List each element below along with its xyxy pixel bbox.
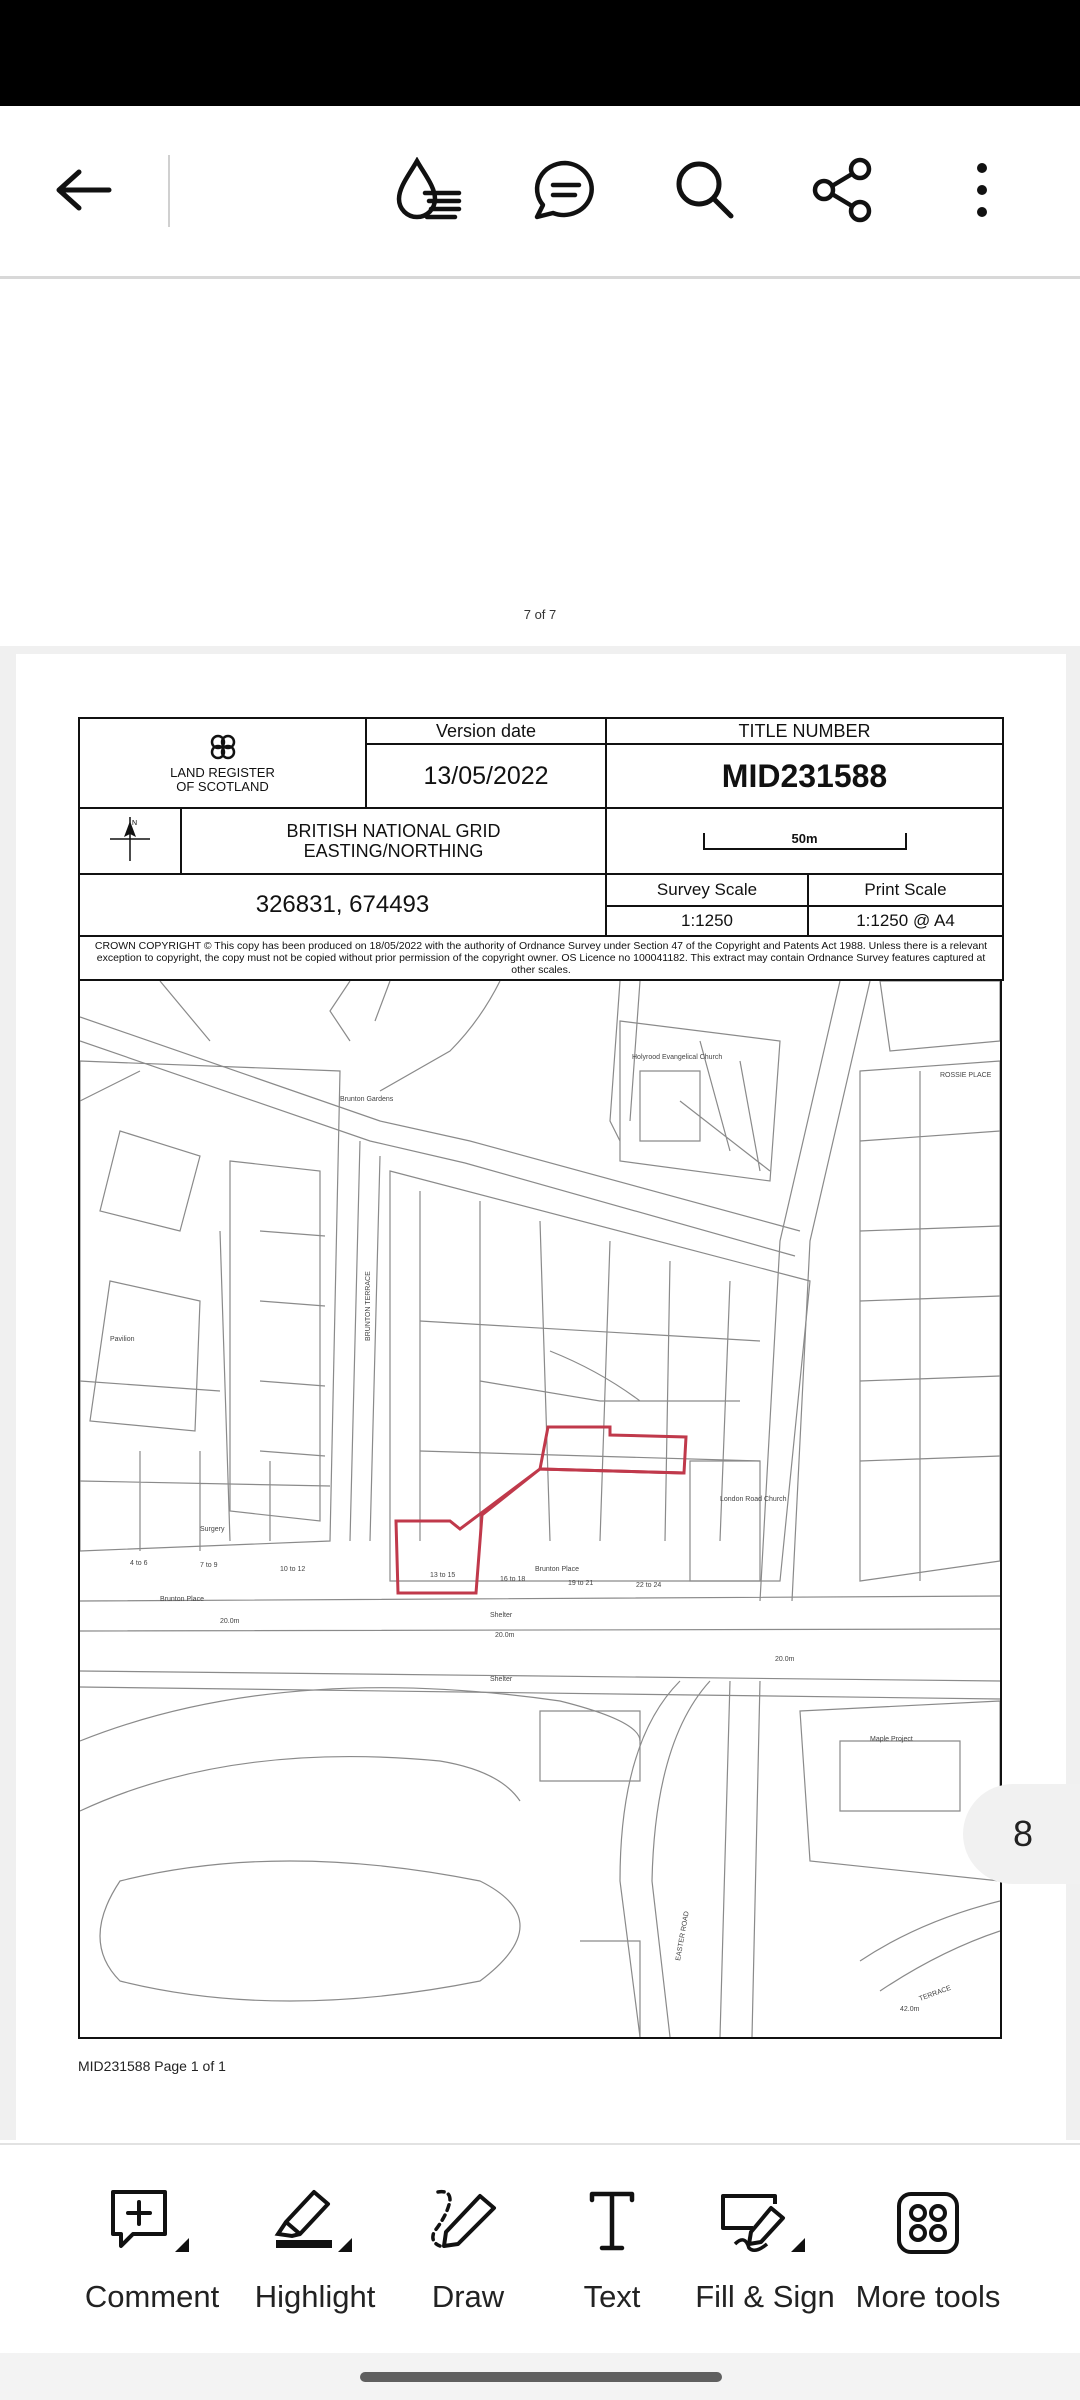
map-label-22-24: 22 to 24 xyxy=(636,1582,662,1589)
map-label-spot-2: 20.0m xyxy=(495,1632,515,1639)
lrs-logo-text: LAND REGISTER OF SCOTLAND xyxy=(170,764,275,794)
map-label-10-12: 10 to 12 xyxy=(280,1566,306,1573)
highlighter-icon xyxy=(230,2183,400,2263)
map-label-brunton-terrace: BRUNTON TERRACE xyxy=(365,1271,372,1341)
survey-scale-label: Survey Scale xyxy=(606,874,808,906)
comments-list-icon[interactable] xyxy=(530,155,600,225)
map-label-4-6: 4 to 6 xyxy=(130,1560,148,1567)
map-label-spot-4: 42.0m xyxy=(900,2006,920,2013)
tool-label-draw: Draw xyxy=(431,2279,505,2314)
map-label-shelter: Shelter xyxy=(490,1612,513,1619)
share-icon[interactable] xyxy=(808,155,878,225)
north-arrow-cell xyxy=(79,808,181,874)
more-options-icon[interactable] xyxy=(947,155,1017,225)
map-label-shelter-2: Shelter xyxy=(490,1676,513,1683)
map-label-spot-1: 20.0m xyxy=(220,1618,240,1625)
title-number-label: TITLE NUMBER xyxy=(606,718,1003,744)
map-label-16-18: 16 to 18 xyxy=(500,1576,526,1583)
survey-scale: 1:1250 xyxy=(606,906,808,936)
more-tools[interactable] xyxy=(843,2183,1013,2315)
search-icon[interactable] xyxy=(670,155,740,225)
liquid-mode-icon[interactable] xyxy=(395,155,465,225)
version-date: 13/05/2022 xyxy=(366,744,606,808)
tool-label-comment: Comment xyxy=(84,2279,220,2314)
map-label-surgery: Surgery xyxy=(200,1526,225,1533)
print-scale-label: Print Scale xyxy=(808,874,1003,906)
ordnance-map xyxy=(78,981,1002,2039)
map-label-terrace: TERRACE xyxy=(918,1984,953,2003)
page-indicator: 7 of 7 xyxy=(523,607,557,622)
svg-text:N: N xyxy=(132,819,138,827)
coordinates: 326831, 674493 xyxy=(79,874,606,936)
map-drawing xyxy=(80,981,1000,2037)
title-plan-header xyxy=(78,717,1004,981)
map-label-spot-3: 20.0m xyxy=(775,1656,795,1663)
tool-label-text: Text xyxy=(583,2279,641,2314)
map-label-pavilion: Pavilion xyxy=(110,1336,135,1343)
back-arrow-icon[interactable] xyxy=(48,155,118,225)
comment-tool[interactable] xyxy=(67,2183,237,2315)
version-date-label: Version date xyxy=(366,718,606,744)
comment-add-icon xyxy=(67,2183,237,2263)
map-label-rossie: ROSSIE PLACE xyxy=(940,1072,992,1079)
north-arrow-icon xyxy=(108,815,152,863)
text-t-icon xyxy=(527,2183,697,2263)
map-label-7-9: 7 to 9 xyxy=(200,1562,218,1569)
tool-label-highlight: Highlight xyxy=(254,2279,376,2314)
map-label-brunton-gardens: Brunton Gardens xyxy=(340,1096,394,1103)
map-label-church: Holyrood Evangelical Church xyxy=(632,1054,723,1061)
lrs-logo-cell xyxy=(79,718,366,808)
map-label-13-15: 13 to 15 xyxy=(430,1572,456,1579)
lrs-logo-icon xyxy=(208,733,238,761)
map-label-london-road-church: London Road Church xyxy=(720,1496,787,1503)
tool-label-more-tools: More tools xyxy=(855,2279,1001,2314)
map-label-brunton-place: Brunton Place xyxy=(535,1566,579,1573)
grid-label: BRITISH NATIONAL GRID EASTING/NORTHING xyxy=(181,808,606,874)
grid-apps-icon xyxy=(843,2183,1013,2263)
fill-sign-icon xyxy=(680,2183,850,2263)
appbar-divider xyxy=(168,155,170,227)
fill-sign-tool[interactable] xyxy=(680,2183,850,2315)
title-plan xyxy=(78,717,1002,2039)
tool-label-fill-sign: Fill & Sign xyxy=(695,2279,835,2314)
scale-bar-label: 50m xyxy=(791,831,818,846)
title-number: MID231588 xyxy=(606,744,1003,808)
highlight-tool[interactable] xyxy=(230,2183,400,2315)
map-label-maple: Maple Project xyxy=(870,1736,913,1743)
home-gesture-bar[interactable] xyxy=(360,2372,722,2382)
print-scale: 1:1250 @ A4 xyxy=(808,906,1003,936)
copyright-notice: CROWN COPYRIGHT © This copy has been produced on 18/05/2022 with the authority of Ordnance Survey under Section 47 of the Copyright and Patents Act 1988. Unless there is a relevant exception to copyright, the copy must not be copied without prior permission of the copyright owner. OS Licence no 100041182. This extract may contain Ordnance Survey features captured at other scales. xyxy=(79,936,1003,980)
pdf-page-7 xyxy=(0,279,1080,646)
scale-bar-cell xyxy=(606,808,1003,874)
map-label-brunton-place-2: Brunton Place xyxy=(160,1596,204,1603)
status-bar xyxy=(0,0,1080,106)
plan-footer: MID231588 Page 1 of 1 xyxy=(78,2058,226,2074)
text-tool[interactable] xyxy=(527,2183,697,2315)
map-label-19-21: 19 to 21 xyxy=(568,1580,594,1587)
current-page-badge[interactable]: 8 xyxy=(963,1784,1080,1884)
map-label-easter-road: EASTER ROAD xyxy=(675,1910,691,1962)
